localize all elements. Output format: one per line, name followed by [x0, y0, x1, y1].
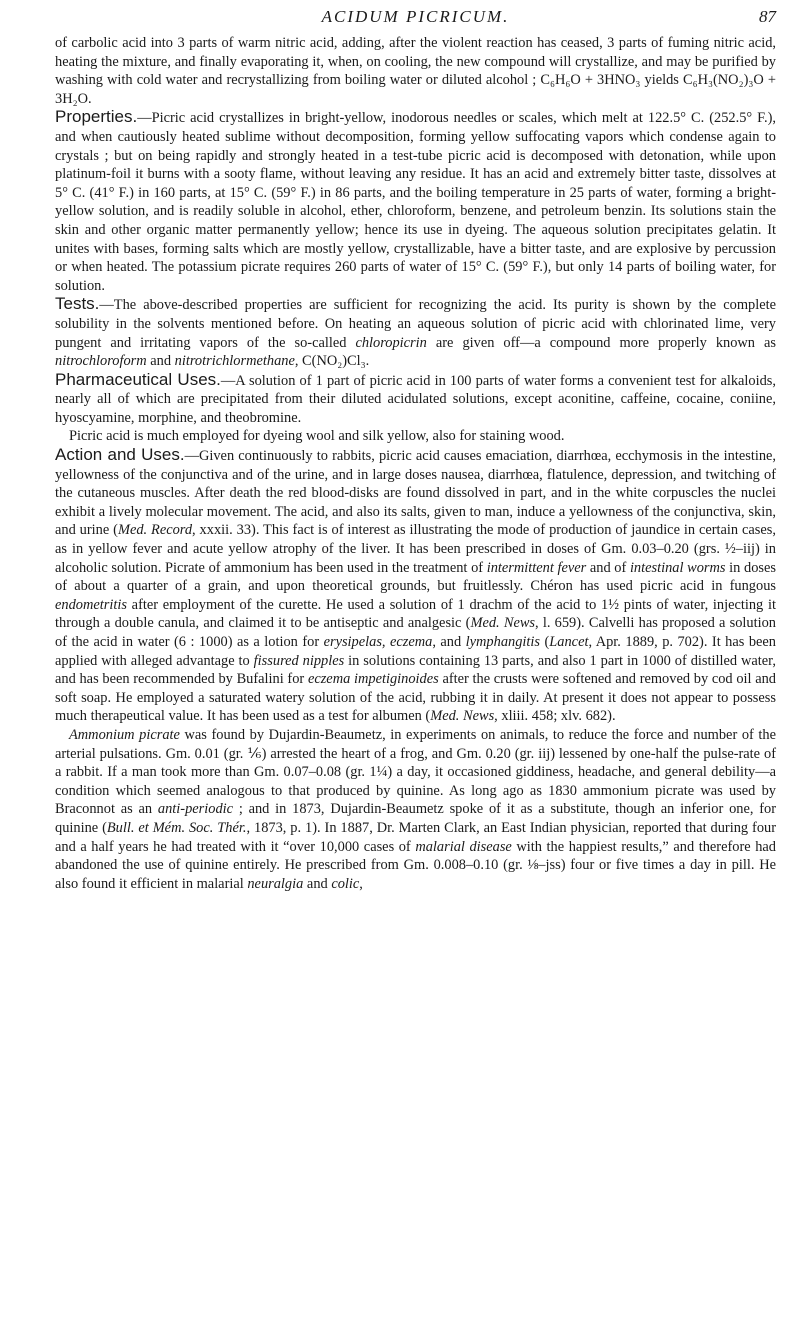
ammonium-text: ,	[359, 875, 363, 892]
chloropicrin-term: chloropicrin	[355, 334, 427, 351]
disease-term: anti-periodic	[157, 801, 234, 818]
action-heading: Action and Uses.	[55, 445, 185, 465]
running-title: ACIDUM PICRICUM.	[321, 7, 510, 26]
ammonium-text: , 1873, p. 1). In 1887, Dr. Marten Clark, an East Indian physician, reported that during four and a half years he had treated with it “over 10,000 cases of	[55, 819, 776, 855]
ammonium-text: and	[303, 875, 332, 892]
citation: Med. Record	[117, 522, 193, 539]
pharmaceutical-paragraph	[55, 371, 776, 428]
citation: Med. News	[470, 615, 536, 632]
ammonium-text: ; and in 1873, Dujardin-Beaumetz spoke of it as a substitute, though an inferior one, for quinine (	[55, 801, 777, 836]
action-text: after employment of the curette. He used a solution of 1 drachm of the acid to 1½ pints of water, injecting it through a double canula, and claimed it to be antiseptic and analgesic (	[55, 596, 776, 632]
properties-paragraph	[55, 108, 776, 295]
tests-paragraph	[55, 295, 776, 370]
page-number: 87	[759, 7, 776, 26]
disease-term: intestinal worms	[629, 559, 726, 576]
action-text: , xliii. 458; xlv. 682).	[494, 708, 616, 725]
tests-text: —The above-described properties are sufficient for recognizing the acid. Its purity is shown by the complete solubility in the solvents mentioned before. On heating an aqueous solution of picric acid with chlorinated lime, very pungent and irritating vapors of the so-called	[55, 297, 776, 351]
disease-term: eczema impetiginoides	[307, 671, 439, 688]
tests-text: are given off—a compound more properly known as	[426, 334, 776, 351]
dyeing-paragraph: Picric acid is much employed for dyeing wool and silk yellow, also for staining wood.	[69, 428, 565, 445]
action-text: , xxxii. 33). This fact is of interest as illustrating the mode of production of jaundice in certain cases, as in yellow fever and acute yellow atrophy of the liver. It has been prescribed in doses of Gm. 0.03–0.20 (grs. ½–iij) in alcoholic solution. Picrate of ammonium has been used in the treatment of	[55, 522, 776, 576]
intro-paragraph: of carbolic acid into 3 parts of warm nitric acid, adding, after the violent reaction has ceased, 3 parts of fuming nitric acid, heating the mixture, and finally evaporating it, when, on cooling, the new compound will crystallize, and may be purified by washing with cold water and recrystallizing from boiling water or diluted alcohol ; C₆H₆O + 3HNO₃ yields C₆H₃(NO₂)₃O + 3H₂O.	[55, 35, 776, 107]
ammonium-text: with the happiest results,” and therefore had abandoned the use of quinine entirely. He prescribed from Gm. 0.008–0.10 (gr. ⅛–jss) four or five times a day in pill. He also found it efficient in malarial	[55, 838, 776, 892]
disease-term: colic	[331, 875, 360, 892]
action-text: , l. 659). Calvelli has proposed a solution of the acid in water (6 : 1000) as a lotion for	[55, 615, 776, 650]
citation: Lancet	[549, 634, 589, 650]
action-text: in doses of about a quarter of a grain, and upon theoretical grounds, but fruitlessly. Chéron has used picric acid in fungous	[55, 559, 776, 595]
nitrochloroform-term: nitrochloroform	[55, 353, 147, 370]
action-text: after the crusts were softened and removed by cod oil and soft soap. He employed a saturated watery solution of the acid, rubbing it in daily. At present it does not appear to possess much therapeutical value. It has been used as a test for albumen (	[55, 671, 777, 725]
disease-term: fissured nipples	[253, 652, 345, 669]
properties-text: —Picric acid crystallizes in bright-yellow, inodorous needles or scales, which melt at 122.5° C. (252.5° F.), and when cautiously heated sublime without decomposition, forming yellow suffocating vapors which condense again to crystals ; but on being rapidly and strongly heated in a test-tube picric acid is decomposed with detonation, while upon platinum-foil it burns with a sooty flame, without leaving any residue. It has an acid and extremely bitter taste, dissolves at 5° C. (41° F.) in 160 parts, at 15° C. (59° F.) in 86 parts, and the boiling temperature in 25 parts of water, forming a bright-yellow solution, and is readily soluble in alcohol, ether, chloroform, benzene, and petroleum benzin. Its solutions stain the skin and other organic matter permanently yellow; hence its use in dyeing. The aqueous solution precipitates gelatin. It unites with bases, forming salts which are mostly yellow, crystallizable, have a bitter taste, and are explosive by percussion or when heated. The potassium picrate requires 260 parts of water of 15° C. (59° F.), but only 14 parts of boiling water, for solution.	[55, 110, 776, 294]
tests-heading: Tests.	[55, 294, 100, 314]
action-text: , Apr. 1889, p. 702). It has been applied with alleged advantage to	[55, 634, 776, 669]
ammonium-paragraph	[55, 726, 776, 893]
disease-term: neuralgia	[247, 875, 304, 892]
pharmaceutical-heading: Pharmaceutical Uses.	[55, 369, 221, 389]
disease-term: malarial disease	[415, 838, 512, 855]
action-paragraph	[55, 446, 776, 726]
citation: Bull. et Mém. Soc. Thér.	[106, 819, 247, 836]
running-header	[55, 4, 776, 30]
action-text: in solutions containing 13 parts, and also 1 part in 1000 of distilled water, and has been recommended by Bufalini for	[55, 652, 776, 688]
tests-text: and	[146, 353, 175, 370]
disease-term: endometritis	[55, 596, 127, 613]
action-text: (	[540, 634, 550, 650]
ammonium-text: was found by Dujardin-Beaumetz, in experiments on animals, to reduce the force and number of the arterial pulsations. Gm. 0.01 (gr. ⅙) arrested the heart of a frog, and Gm. 0.20 (gr. iij) lessened by one-half the pulse-rate of a rabbit. If a man took more than Gm. 0.07–0.08 (gr. 1¼) a day, it occasioned giddiness, headache, and general debility—a condition which seemed analogous to that produced by quinine. As long ago as 1830 ammonium picrate was used by Braconnot as an	[55, 726, 776, 818]
page-body	[55, 34, 776, 893]
properties-heading: Properties.	[55, 107, 138, 127]
action-text: , and	[432, 634, 466, 650]
disease-term: erysipelas, eczema	[323, 634, 433, 650]
action-text: —Given continuously to rabbits, picric acid causes emaciation, diarrhœa, ecchymosis in the intestine, yellowness of the conjunctiva and of the urine, and in large doses nausea, diarrhœa, flatulence, depression, and twitching of the cutaneous muscles. After death the red blood-disks are found dissolved in part, and in the white corpuscles the nuclei exhibit a lively molecular movement. The acid, and also its salts, given to man, induce a yellowness of the conjunctiva, skin, and urine (	[55, 448, 776, 539]
action-text: and of	[586, 559, 630, 576]
pharmaceutical-text: —A solution of 1 part of picric acid in 100 parts of water forms a convenient test for alkaloids, nearly all of which are precipitated from their diluted acidulated solutions, except aconitine, caffeine, cocaine, coniine, hyoscyamine, morphine, and theobromine.	[55, 372, 776, 426]
tests-text: , C(NO₂)Cl₃.	[294, 353, 370, 370]
ammonium-picrate-term: Ammonium picrate	[69, 726, 180, 743]
citation: Med. News	[430, 708, 495, 725]
disease-term: intermittent fever	[486, 559, 587, 576]
nitrotrichlormethane-term: nitrotrichlormethane	[174, 353, 295, 370]
disease-term: lymphangitis	[465, 634, 541, 650]
